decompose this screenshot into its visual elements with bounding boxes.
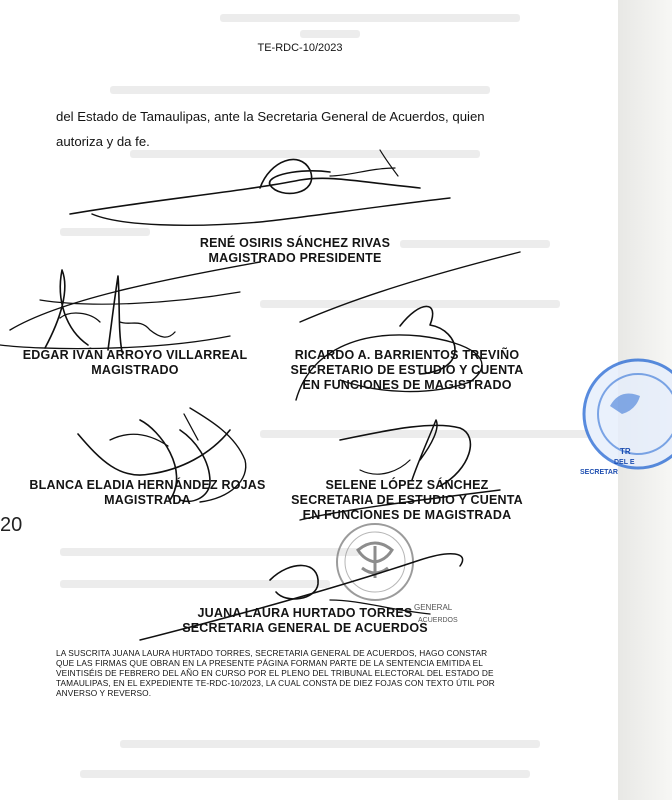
signature-edgar-ivan bbox=[0, 262, 260, 352]
certification-line: QUE LAS FIRMAS QUE OBRAN EN LA PRESENTE PÁGINA FORMAN PARTE DE LA SENTENCIA EMITIDA EL bbox=[56, 658, 483, 668]
signatory-name: EDGAR IVÁN ARROYO VILLARREAL bbox=[22, 348, 248, 362]
closing-paragraph-line: del Estado de Tamaulipas, ante la Secretaria General de Acuerdos, quien bbox=[56, 109, 485, 124]
bleed-through-text bbox=[80, 770, 530, 778]
margin-page-number: 20 bbox=[0, 514, 23, 536]
seal-caption: ACUERDOS bbox=[418, 617, 458, 624]
blue-tribunal-seal bbox=[560, 356, 672, 476]
seal-text: TR bbox=[620, 447, 631, 456]
seal-text: SECRETAR bbox=[580, 469, 618, 476]
signatory-title: EN FUNCIONES DE MAGISTRADO bbox=[302, 378, 512, 392]
signatory-title: SECRETARIO DE ESTUDIO Y CUENTA bbox=[290, 363, 524, 377]
signature-juana-laura bbox=[140, 554, 463, 640]
signature-rene-osiris bbox=[70, 150, 450, 225]
signatory-name: SELENE LÓPEZ SÁNCHEZ bbox=[325, 478, 489, 492]
signatory-title: SECRETARIA DE ESTUDIO Y CUENTA bbox=[291, 493, 523, 507]
signature-blanca-eladia bbox=[78, 408, 246, 502]
certification-note bbox=[56, 648, 576, 698]
signature-selene-lopez bbox=[300, 420, 500, 520]
signatory-title: EN FUNCIONES DE MAGISTRADA bbox=[302, 508, 512, 522]
seal-caption: GENERAL bbox=[414, 603, 453, 612]
signatory-title: SECRETARIA GENERAL DE ACUERDOS bbox=[182, 621, 428, 635]
certification-line: ANVERSO Y REVERSO. bbox=[56, 688, 152, 698]
signatory-name: RICARDO A. BARRIENTOS TREVIÑO bbox=[294, 348, 520, 362]
certification-line: VEINTISÉIS DE FEBRERO DEL AÑO EN CURSO POR EL PLENO DEL TRIBUNAL ELECTORAL DEL ESTADO DE bbox=[56, 668, 494, 678]
signatory-title: MAGISTRADA bbox=[104, 493, 191, 507]
signatory-title: MAGISTRADO bbox=[91, 363, 179, 377]
certification-line: TAMAULIPAS, EN EL EXPEDIENTE TE-RDC-10/2023, LA CUAL CONSTA DE DIEZ FOJAS CON TEXTO ÚTIL POR bbox=[56, 678, 495, 688]
signatory-name: BLANCA ELADIA HERNÁNDEZ ROJAS bbox=[29, 478, 266, 492]
expediente-number: TE-RDC-10/2023 bbox=[257, 42, 343, 54]
signatory-title: MAGISTRADO PRESIDENTE bbox=[208, 251, 382, 265]
signature-ricardo-barrientos bbox=[296, 252, 520, 400]
certification-line: LA SUSCRITA JUANA LAURA HURTADO TORRES, SECRETARIA GENERAL DE ACUERDOS, HAGO CONSTAR bbox=[56, 648, 488, 658]
seal-text: DEL E bbox=[614, 459, 635, 466]
closing-paragraph-line: autoriza y da fe. bbox=[56, 134, 150, 149]
signatory-name: JUANA LAURA HURTADO TORRES bbox=[197, 606, 413, 620]
signatory-name: RENÉ OSIRIS SÁNCHEZ RIVAS bbox=[199, 236, 391, 250]
bleed-through-text bbox=[120, 740, 540, 748]
